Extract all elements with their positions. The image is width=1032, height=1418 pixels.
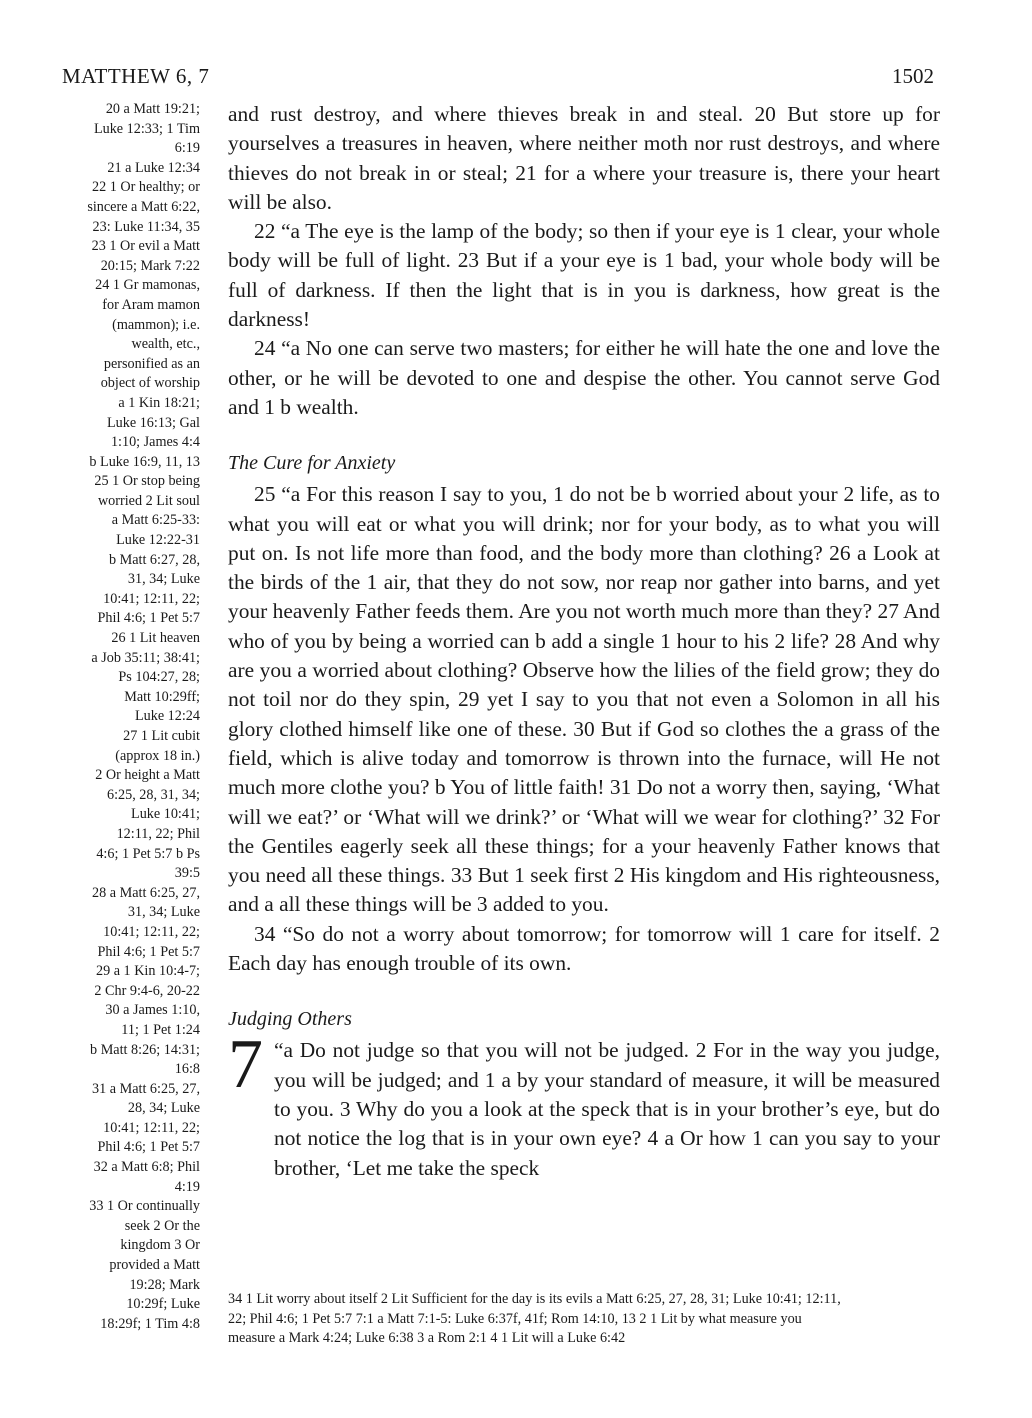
margin-note: 19:28; Mark: [129, 1276, 200, 1293]
margin-note: seek 2 Or the: [124, 1217, 200, 1234]
margin-note: Luke 12:33; 1 Tim: [93, 120, 200, 137]
margin-note: 6:25, 28, 31, 34;: [106, 786, 200, 803]
margin-note: for Aram mamon: [102, 296, 200, 313]
margin-note: 32 a Matt 6:8; Phil: [93, 1159, 200, 1176]
margin-note: 18:29f; 1 Tim 4:8: [100, 1315, 200, 1332]
margin-note: 31, 34; Luke: [127, 571, 200, 588]
chapter-number: 7: [228, 1026, 263, 1104]
margin-note: 31 a Matt 6:25, 27,: [92, 1080, 200, 1097]
paragraph: 25 “a For this reason I say to you, 1 do not be b worried about your 2 life, as to what you will eat or what you will drink; nor for your body, as to what you will put on. Is not life more than food, and the body more than clothing? 26 a Look at the birds of the 1 air, that they do not sow, nor reap nor gather into barns, and yet your heavenly Father feeds them. Are you not worth much more than they? 27 And who of you by being a worried can b add a single 1 hour to his 2 life? 28 And why are you a worried about clothing? Observe how the lilies of the field grow; they do not toil nor do they spin, 29 yet I say to you that not even a Solomon in all his glory clothed himself like one of these. 30 But if God so clothes the a grass of the field, which is alive today and tomorrow is thrown into the furnace, will He not much more clothe you? b You of little faith! 31 Do not a worry then, saying, ‘What will we eat?’ or ‘What will we drink?’ or ‘What will we wear for clothing?’ 32 For the Gentiles eagerly seek all these things; for a your heavenly Father knows that you need all these things. 33 But 1 seek first 2 His kingdom and His righteousness, and a all these things will be 3 added to you.: [228, 482, 940, 917]
margin-note: Luke 10:41;: [131, 806, 200, 823]
margin-note: Phil 4:6; 1 Pet 5:7: [97, 1139, 200, 1156]
margin-note: 6:19: [174, 140, 200, 157]
margin-note: 12:11, 22; Phil: [116, 825, 200, 842]
margin-note: 2 Chr 9:4-6, 20-22: [94, 982, 200, 999]
page-number: 1502: [892, 64, 934, 88]
margin-note: Phil 4:6; 1 Pet 5:7: [97, 610, 200, 627]
margin-note: b Luke 16:9, 11, 13: [89, 453, 200, 470]
margin-note: 10:29f; Luke: [126, 1296, 200, 1313]
margin-note: (approx 18 in.): [115, 747, 200, 764]
margin-note: 2 Or height a Matt: [95, 767, 200, 784]
running-header-title: MATTHEW 6, 7: [62, 64, 210, 88]
margin-note: 1:10; James 4:4: [110, 434, 200, 451]
margin-note: 28, 34; Luke: [127, 1100, 200, 1117]
margin-note: 24 1 Gr mamonas,: [95, 277, 200, 294]
margin-note: Luke 12:24: [134, 708, 200, 725]
paragraph: and rust destroy, and where thieves break in and steal. 20 But store up for yourselves a treasures in heaven, where neither moth nor rust destroys, and where thieves do not break in or steal; 21 for a where your treasure is, there your heart will be also.: [228, 102, 940, 214]
margin-note: 31, 34; Luke: [127, 904, 200, 921]
margin-note: 33 1 Or continually: [89, 1198, 200, 1215]
margin-note: (mammon); i.e.: [112, 316, 200, 333]
margin-note: 39:5: [174, 865, 200, 882]
margin-note: 23: Luke 11:34, 35: [92, 218, 200, 235]
margin-note: worried 2 Lit soul: [97, 492, 200, 509]
footnote-line: measure a Mark 4:24; Luke 6:38 3 a Rom 2:1 4 1 Lit will a Luke 6:42: [228, 1330, 626, 1347]
margin-note: Luke 12:22-31: [116, 532, 200, 549]
cross-reference-column: [54, 100, 200, 1334]
footnotes: [228, 1290, 940, 1349]
margin-note: 20:15; Mark 7:22: [100, 257, 200, 274]
margin-note: sincere a Matt 6:22,: [87, 198, 200, 215]
margin-note: provided a Matt: [109, 1257, 200, 1274]
margin-note: 28 a Matt 6:25, 27,: [92, 884, 200, 901]
margin-note: 10:41; 12:11, 22;: [103, 1119, 200, 1136]
margin-note: 4:19: [174, 1178, 200, 1195]
margin-note: 11; 1 Pet 1:24: [121, 1021, 200, 1038]
margin-note: 21 a Luke 12:34: [107, 159, 200, 176]
margin-note: 30 a James 1:10,: [105, 1002, 200, 1019]
margin-note: 25 1 Or stop being: [94, 473, 200, 490]
margin-note: Ps 104:27, 28;: [118, 669, 200, 686]
margin-note: a 1 Kin 18:21;: [118, 394, 200, 411]
footnote-line: 34 1 Lit worry about itself 2 Lit Sufficient for the day is its evils a Matt 6:25, 27, 28, 31; Luke 10:41; 12:11,: [228, 1291, 841, 1307]
paragraph: “a Do not judge so that you will not be judged. 2 For in the way you judge, you will be judged; and 1 a by your standard of measure, it will be measured to you. 3 Why do you a look at the speck that is in your brother’s eye, but do not notice the log that is in your own eye? 4 a Or how 1 can you say to your brother, ‘Let me take the speck: [274, 1038, 940, 1180]
margin-note: 10:41; 12:11, 22;: [103, 590, 200, 607]
margin-note: wealth, etc.,: [131, 336, 200, 353]
margin-note: 22 1 Or healthy; or: [92, 179, 200, 196]
margin-note: 26 1 Lit heaven: [111, 630, 200, 647]
margin-note: a Matt 6:25-33:: [111, 512, 200, 529]
footnote-line: 22; Phil 4:6; 1 Pet 5:7 7:1 a Matt 7:1-5: Luke 6:37f, 41f; Rom 14:10, 13 2 1 Lit by what measure you: [228, 1310, 802, 1327]
margin-note: 20 a Matt 19:21;: [105, 101, 200, 117]
margin-note: a Job 35:11; 38:41;: [91, 649, 200, 666]
paragraph: 34 “So do not a worry about tomorrow; for tomorrow will 1 care for itself. 2 Each day has enough trouble of its own.: [228, 921, 940, 976]
margin-note: b Matt 6:27, 28,: [108, 551, 200, 568]
margin-note: kingdom 3 Or: [120, 1237, 200, 1254]
margin-note: b Matt 8:26; 14:31;: [90, 1041, 200, 1058]
margin-note: 16:8: [174, 1061, 200, 1078]
margin-note: 27 1 Lit cubit: [123, 728, 200, 744]
section-heading: Judging Others: [228, 1008, 352, 1031]
paragraph: 22 “a The eye is the lamp of the body; so then if your eye is 1 clear, your whole body will be full of light. 23 But if a your eye is 1 bad, your whole body will be full of darkness. If then the light that is in you is darkness, how great is the darkness!: [228, 219, 940, 332]
section-heading: The Cure for Anxiety: [228, 452, 396, 475]
margin-note: Matt 10:29ff;: [124, 688, 200, 705]
paragraph: 24 “a No one can serve two masters; for either he will hate the one and love the other, or he will be devoted to one and despise the other. You cannot serve God and 1 b wealth.: [228, 336, 940, 419]
margin-note: object of worship: [100, 375, 200, 392]
margin-note: 10:41; 12:11, 22;: [103, 923, 200, 940]
margin-note: 23 1 Or evil a Matt: [91, 238, 200, 255]
margin-note: 29 a 1 Kin 10:4-7;: [95, 963, 200, 980]
margin-note: Phil 4:6; 1 Pet 5:7: [97, 943, 200, 960]
chapter-block: [228, 1026, 940, 1182]
scripture-text: [228, 100, 940, 1183]
margin-note: personified as an: [103, 355, 200, 372]
margin-note: 4:6; 1 Pet 5:7 b Ps: [96, 845, 200, 862]
margin-note: Luke 16:13; Gal: [107, 414, 200, 431]
